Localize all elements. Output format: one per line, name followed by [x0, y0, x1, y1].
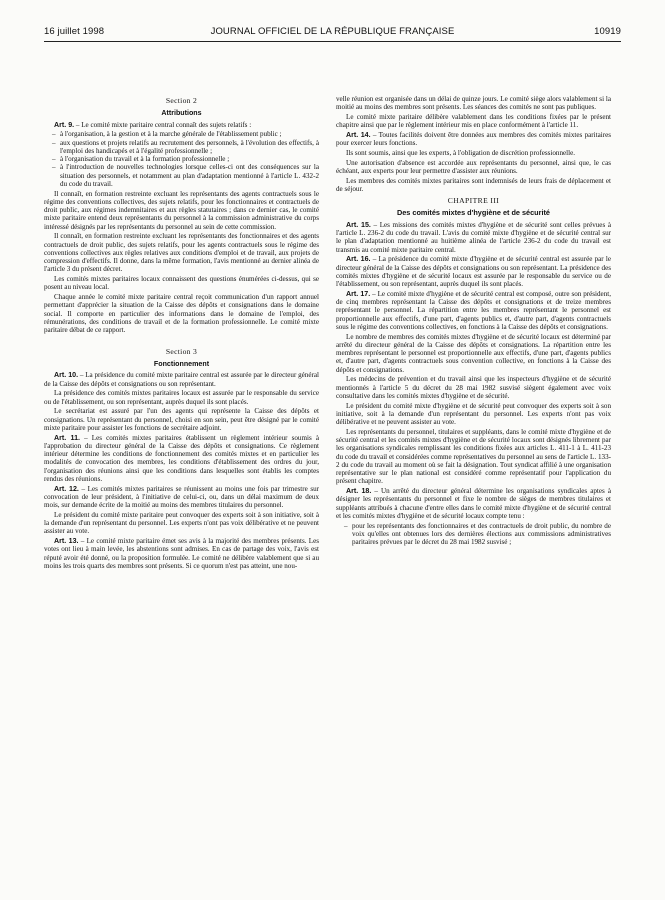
list-item: – pour les représentants des fonctionnaires et des contractuels de droit public, du nombre de voix qu'elles ont obtenues lors des dernières élections aux commissions administratives paritaires prévues par le décret du 28 mai 1982 susvisé ; — [336, 522, 611, 547]
art10-label: Art. 10. — [54, 371, 79, 380]
left-column — [44, 95, 319, 572]
art17-text: Art. 17. – Le comité mixte d'hygiène et de sécurité central est composé, outre son président, de cinq membres représentant la Caisse des dépôts et consignations et de treize membres représentant le personnel. La répartition entre les membres représentant le personnel est proportionnelle aux effectifs, d'une part, d'agents publics et, d'autre part, d'agents contractuels sous le régime des conventions collectives, en fonctions à la Caisse des dépôts et consignations. — [336, 289, 611, 331]
paragraph: Chaque année le comité mixte paritaire central reçoit communication d'un rapport annuel permettant d'apprécier la situation de la Caisse des dépôts et consignations dans le domaine social. Il comporte en particulier des informations dans le domaine de l'emploi, des rémunérations, des conditions de travail et de la formation professionnelle. Le comité mixte paritaire débat de ce rapport. — [44, 293, 319, 334]
art9-list — [44, 130, 319, 188]
chapter-subtitle: Des comités mixtes d'hygiène et de sécurité — [396, 207, 550, 217]
art9-intro: Art. 9. – Le comité mixte paritaire central connaît des sujets relatifs : — [54, 120, 252, 129]
paragraph: Ils sont soumis, ainsi que les experts, à l'obligation de discrétion professionnelle. — [346, 149, 576, 157]
paragraph: Une autorisation d'absence est accordée aux représentants du personnel, ainsi que, le cas échéant, aux experts pour leur permettre d'assister aux réunions. — [336, 158, 611, 175]
paragraph: Les comités mixtes paritaires locaux connaissent des questions énumérées ci-dessus, qui se posent au niveau local. — [44, 275, 319, 292]
chapter-title: CHAPITRE III — [447, 196, 500, 206]
header-journal-title: JOURNAL OFFICIEL DE LA RÉPUBLIQUE FRANÇAISE — [210, 26, 455, 37]
paragraph: Les membres des comités mixtes paritaires sont indemnisés de leurs frais de déplacement et de séjour. — [336, 176, 611, 193]
paragraph: Le secrétariat est assuré par l'un des agents qui représente la Caisse des dépôts et consignations. Un représentant du personnel, choisi en son sein, peut être désigné par le comité mixte paritaire pour assister les fonctions de secrétaire adjoint. — [44, 407, 319, 432]
art11-label: Art. 11. — [54, 433, 80, 442]
section-2-subtitle: Attributions — [161, 109, 202, 118]
list-item: – aux questions et projets relatifs au recrutement des personnels, à l'évolution des effectifs, à l'emploi des handicapés et à l'égalité professionnelle ; — [44, 139, 319, 156]
art13-label: Art. 13. — [54, 537, 79, 545]
art15-text: Art. 15. – Les missions des comités mixtes d'hygiène et de sécurité sont celles prévues à l'article L. 236-2 du code du travail. L'avis du comité mixte d'hygiène et de sécurité central sur le plan d'adaptation mentionné au huitième alinéa de l'article 236-2 du code du travail est transmis au comité mixte paritaire central. — [336, 220, 611, 254]
art18-list — [336, 522, 611, 547]
paragraph: velle réunion est organisée dans un délai de quinze jours. Le comité siège alors valablement si la moitié au moins des membres sont présents. Les séances des comités ne sont pas publiques. — [336, 95, 611, 112]
art18-text: Art. 18. – Un arrêté du directeur général détermine les organisations syndicales aptes à désigner les représentants du personnel et fixe le nombre de sièges de membres titulaires et suppléants attribués à chacune d'entre elles dans le comité mixte d'hygiène et de sécurité central et les comités mixtes d'hygiène et de sécurité locaux compte tenu : — [336, 487, 611, 520]
list-item: – à l'organisation du travail et à la formation professionnelle ; — [44, 155, 319, 163]
header-page-number: 10919 — [594, 26, 621, 37]
art12-text: Art. 12. – Les comités mixtes paritaires se réunissent au moins une fois par trimestre sur convocation de leur président, à l'initiative de celui-ci, ou, dans un délai maximum de deux mois, sur demande écrite de la moitié au moins des membres titulaires du personnel. — [44, 484, 319, 509]
right-column — [336, 95, 611, 548]
list-item: – à l'introduction de nouvelles technologies lorsque celles-ci ont des conséquences sur la situation des personnels, et notamment au plan d'adaptation mentionné à l'article L. 432-2 du code du travail. — [44, 163, 319, 188]
art18-label: Art. 18. — [346, 487, 372, 495]
art13-text: Art. 13. – Le comité mixte paritaire émet ses avis à la majorité des membres présents. Les votes ont lieu à main levée, les abstentions sont admises. En cas de partage des voix, l'avis est réputé avoir été donné, ou la proposition formulée. Le comité ne délibère valablement que si au moins les trois quarts des membres sont présents. Si ce quorum n'est pas atteint, une nou- — [44, 537, 319, 570]
paragraph: Le comité mixte paritaire délibère valablement dans les conditions fixées par le présent chapitre ainsi que par le règlement intérieur mis en place conformément à l'article 11. — [336, 113, 611, 130]
paragraph: Le nombre de membres des comités mixtes d'hygiène et de sécurité locaux est déterminé par arrêté du directeur général de la Caisse des dépôts et consignations. La répartition entre les membres représentant le personnel est proportionnelle aux effectifs, d'une part, d'agents publics et, d'autre part, d'agents contractuels sous convention collective, en fonctions à la Caisse des dépôts et consignations. — [336, 332, 611, 374]
paragraph: Les médecins de prévention et du travail ainsi que les inspecteurs d'hygiène et de sécurité mentionnés à l'article 5 du décret du 28 mai 1982 susvisé siègent également avec voix consultative dans les comités mixtes d'hygiène et de sécurité. — [336, 375, 611, 400]
section-2-title: Section 2 — [165, 96, 198, 105]
art14-label: Art. 14. — [346, 131, 371, 139]
art16-label: Art. 16. — [346, 255, 371, 264]
paragraph: Les représentants du personnel, titulaires et suppléants, dans le comité mixte d'hygiène et de sécurité central et les comités mixtes d'hygiène et de sécurité locaux sont désignés librement par les organisations syndicales remplissant les conditions fixées aux articles L. 411-1 à L. 411-23 du code du travail et considérées comme représentatives du personnel au sens de l'article L. 133-2 du code du travail au moment où se fait la désignation. Tout syndicat affilié à une organisation représentative sur le plan national est considéré comme représentatif pour l'application du présent chapitre. — [336, 427, 611, 486]
art15-label: Art. 15. — [346, 220, 371, 229]
list-item: – à l'organisation, à la gestion et à la marche générale de l'établissement public ; — [44, 130, 319, 138]
paragraph: Le président du comité mixte paritaire peut convoquer des experts soit à son initiative, soit à la demande d'un représentant du personnel. Les experts n'ont pas voix délibérative et ne peuvent assister au vote. — [44, 510, 319, 536]
art10-text: Art. 10. – La présidence du comité mixte paritaire central est assurée par le directeur général de la Caisse des dépôts et consignations ou son représentant. — [44, 371, 319, 388]
header-rule — [44, 41, 621, 42]
paragraph: Il connaît, en formation restreinte excluant les représentants des agents contractuels sous le régime des conventions collectives, des sujets relatifs, pour les fonctionnaires et contractuels de droit public, aux régimes indemnitaires et aux règles statutaires ; dans ce dernier cas, le comité mixte paritaire entend deux représentants du personnel à la commission administrative du corps intéressé désignés par les représentants du personnel au sein de cette commission. — [44, 189, 319, 231]
paragraph: Le président du comité mixte d'hygiène et de sécurité peut convoquer des experts soit à son initiative, soit à la demande d'un représentant du personnel. Les experts n'ont pas voix délibérative et ne peuvent assister au vote. — [336, 401, 611, 426]
art17-label: Art. 17. — [346, 289, 371, 298]
art16-text: Art. 16. – La présidence du comité mixte d'hygiène et de sécurité central est assurée par le directeur général de la Caisse des dépôts et consignations ou son représentant. La présidence des comités mixtes d'hygiène et de sécurité locaux est assurée par le responsable du service ou de l'établissement, ou son représentant, auprès duquel ils sont placés. — [336, 255, 611, 288]
art9-label: Art. 9. — [54, 120, 75, 129]
header-date: 16 juillet 1998 — [44, 26, 105, 37]
section-3-title: Section 3 — [165, 346, 198, 356]
art12-label: Art. 12. — [54, 484, 79, 493]
art11-text: Art. 11. – Les comités mixtes paritaires établissent un règlement intérieur soumis à l'approbation du directeur général de la Caisse des dépôts et consignations. Ce règlement intérieur détermine les conditions de fonctionnement des comités mixtes et en particulier les modalités de convocation des membres, les conditions d'établissement des ordres du jour, l'organisation des réunions ainsi que les conditions dans lesquelles sont établis les comptes rendus des réunions. — [44, 433, 319, 483]
section-3-subtitle: Fonctionnement — [153, 360, 210, 368]
paragraph: La présidence des comités mixtes paritaires locaux est assurée par le responsable du service ou de l'établissement, ou son représentant, auprès duquel ils sont placés. — [44, 389, 319, 406]
paragraph: Il connaît, en formation restreinte excluant les représentants des fonctionnaires et des agents contractuels de droit public, des sujets relatifs, pour les agents contractuels sous le régime des conventions collectives aux règles relatives aux conditions d'emploi et de travail, aux projets de compression d'effectifs. Il donne, dans la même formation, l'avis mentionné au dernier alinéa de l'article 3 du présent décret. — [44, 232, 319, 274]
page-header — [44, 26, 621, 40]
art14-text: Art. 14. – Toutes facilités doivent être données aux membres des comités mixtes paritaires pour exercer leurs fonctions. — [336, 131, 611, 148]
